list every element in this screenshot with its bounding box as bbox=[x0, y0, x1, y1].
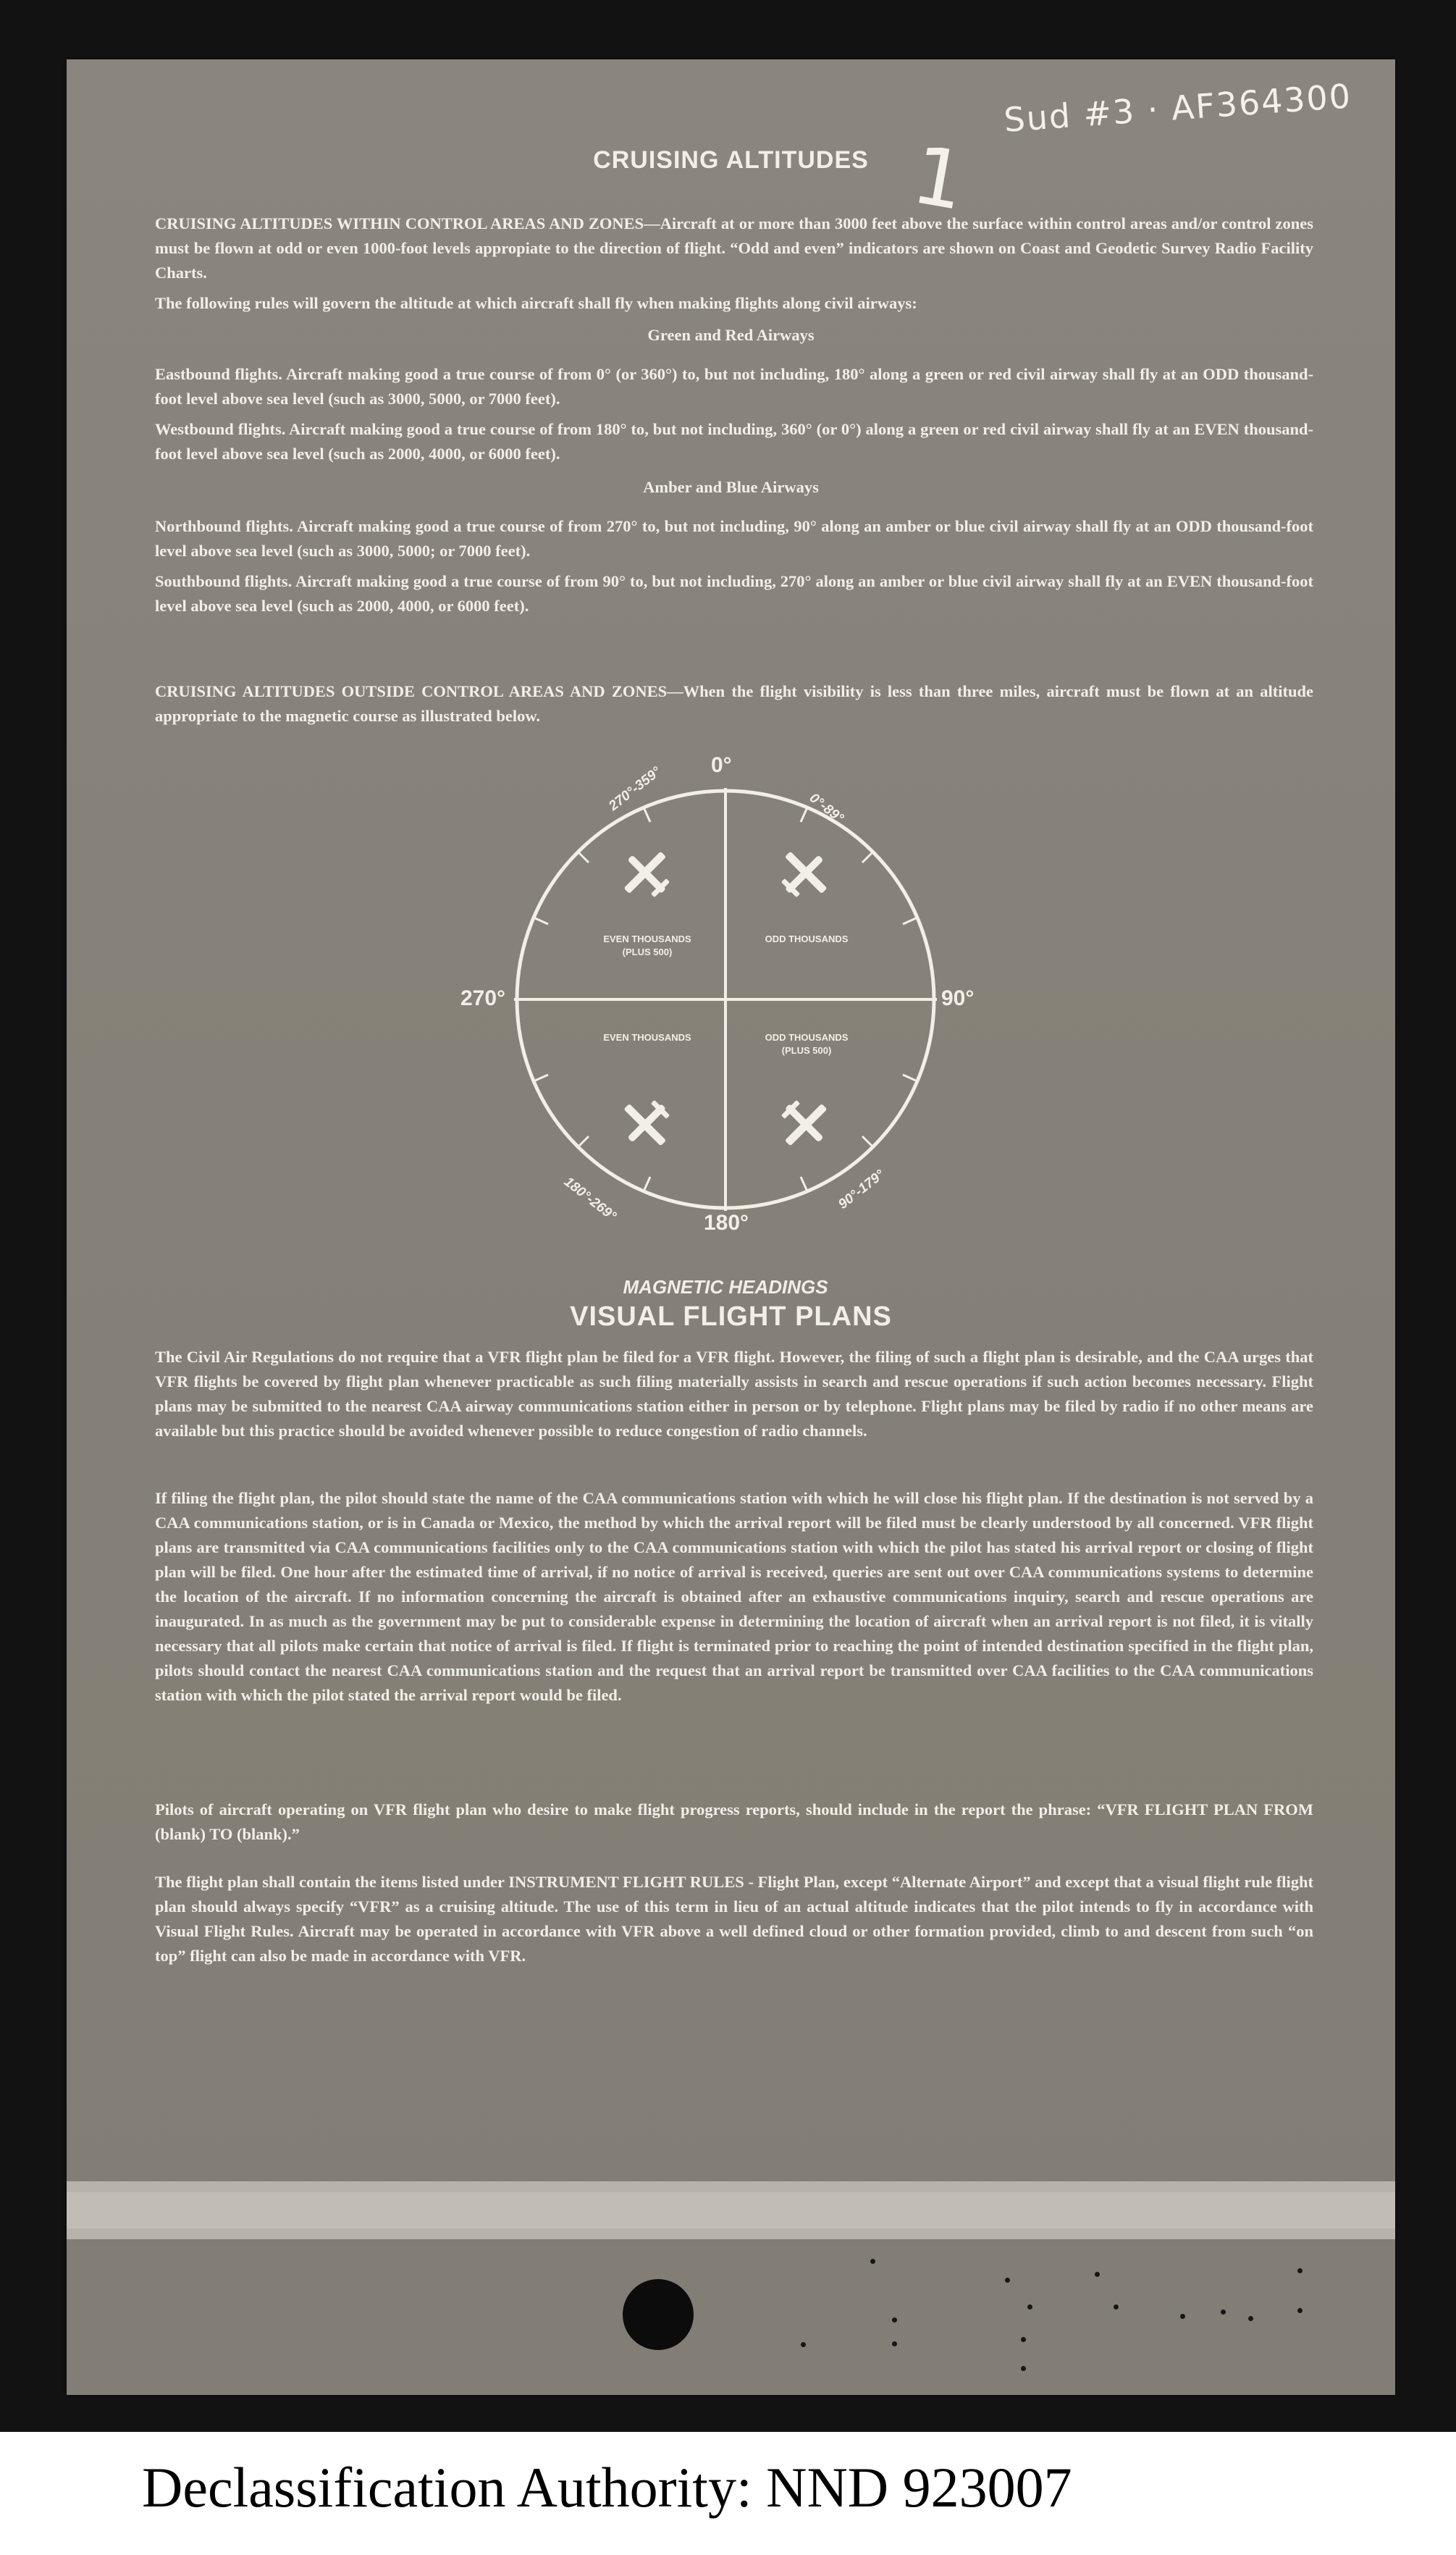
rules-intro: The following rules will govern the altitude at which aircraft shall fly when making flights along civil airways: bbox=[155, 294, 917, 312]
speck bbox=[892, 2317, 897, 2323]
arc-label-sw: 180°-269° bbox=[560, 1174, 619, 1225]
amber-blue-airways-heading: Amber and Blue Airways bbox=[643, 478, 819, 496]
speck bbox=[1095, 2272, 1100, 2277]
speck bbox=[892, 2341, 897, 2346]
handwritten-number: 1 bbox=[906, 127, 972, 229]
speck bbox=[1248, 2316, 1253, 2321]
compass-drawing bbox=[458, 740, 993, 1262]
arc-label-nw: 270°-359° bbox=[606, 764, 665, 814]
southbound-rule: Southbound flights. Aircraft making good a true course of from 90° to, but not including, 270° along an amber or blue civil airway shall fly at an EVEN thousand-foot level above sea level (such as 2000, 4000, or 6000 feet). bbox=[155, 572, 1313, 615]
speck bbox=[1021, 2337, 1026, 2342]
within-control-areas-paragraph: CRUISING ALTITUDES WITHIN CONTROL AREAS AND ZONES—Aircraft at or more than 3000 feet above the surface within control areas and/or control zones must be flown at odd or even 1000-foot levels appropiate to the direction of flight. “Odd and even” indicators are shown on Coast and Geodetic Survey Radio Facility Charts. bbox=[155, 214, 1313, 282]
speck bbox=[1297, 2308, 1303, 2313]
speck bbox=[1221, 2309, 1226, 2315]
vfr-paragraph-2: If filing the flight plan, the pilot should state the name of the CAA communications station with which he will close his flight plan. If the destination is not served by a CAA communications station, or is in Canada or Mexico, the method by which the arrival report will be filed must be clearly understood by all concerned. VFR flight plans are transmitted via CAA communications facilities only to the CAA communications station with which the pilot has stated his arrival report or closing of flight plan will be filed. One hour after the estimated time of arrival, if no notice of arrival is received, queries are sent out over CAA communications systems to determine the location of the aircraft. If no information concerning the aircraft is obtained after an exhaustive communications inquiry, search and rescue operations are inaugurated. In as much as the government may be put to considerable expense in determining the location of aircraft when an arrival report is not filed, it is vitally necessary that all pilots make certain that notice of arrival is filed. If flight is terminated prior to reaching the point of intended destination specified in the flight plan, pilots should contact the nearest CAA communications station and the request that an arrival report be transmitted over CAA facilities to the CAA communications station with which the pilot stated the arrival report would be filed. bbox=[155, 1489, 1313, 1704]
speck bbox=[1027, 2304, 1032, 2309]
heading-270: 270° bbox=[460, 986, 506, 1010]
declassification-footer: Declassification Authority: NND 923007 bbox=[142, 2456, 1072, 2519]
speck bbox=[1021, 2366, 1026, 2371]
speck bbox=[1005, 2278, 1010, 2283]
airplane-ne-icon bbox=[769, 839, 840, 910]
speck bbox=[870, 2259, 875, 2264]
stub-band-highlight bbox=[67, 2192, 1395, 2228]
handwritten-note: Sud #3 · AF364300 bbox=[1002, 76, 1353, 140]
quadrant-sw-label: EVEN THOUSANDS bbox=[603, 1032, 691, 1043]
outside-control-areas-paragraph: CRUISING ALTITUDES OUTSIDE CONTROL AREAS AND ZONES—When the flight visibility is less than three miles, aircraft must be flown at an altitude appropriate to the magnetic course as illustrated below. bbox=[155, 682, 1313, 725]
airplane-nw-icon bbox=[612, 839, 683, 910]
quadrant-se-label bbox=[741, 1031, 872, 1057]
document-card bbox=[67, 59, 1395, 2395]
speck bbox=[1114, 2304, 1119, 2309]
airplane-se-icon bbox=[769, 1088, 840, 1159]
quadrant-ne-label: ODD THOUSANDS bbox=[765, 934, 849, 944]
quadrant-se-line1: ODD THOUSANDS bbox=[765, 1032, 849, 1043]
visual-flight-plans-title: VISUAL FLIGHT PLANS bbox=[570, 1301, 892, 1332]
heading-90: 90° bbox=[941, 986, 975, 1010]
speck bbox=[1297, 2268, 1303, 2273]
arc-label-se: 90°-179° bbox=[836, 1167, 888, 1212]
airplane-sw-icon bbox=[612, 1088, 683, 1159]
vfr-paragraph-4: The flight plan shall contain the items listed under INSTRUMENT FLIGHT RULES - Flight Plan, except “Alternate Airport” and except that a visual flight rule flight plan should always specify “VFR” as a cruising altitude. The use of this term in lieu of an actual altitude indicates that the pilot intends to fly in accordance with Visual Flight Rules. Aircraft may be operated in accordance with VFR above a well defined cloud or other formation provided, climb to and descent from such “on top” flight can also be made in accordance with VFR. bbox=[155, 1873, 1313, 1965]
quadrant-se-line2: (PLUS 500) bbox=[781, 1045, 832, 1056]
speck bbox=[1180, 2314, 1185, 2319]
cruising-altitudes-title: CRUISING ALTITUDES bbox=[593, 146, 869, 174]
quadrant-nw-line2: (PLUS 500) bbox=[622, 947, 673, 957]
magnetic-heading-compass bbox=[458, 740, 993, 1298]
northbound-rule: Northbound flights. Aircraft making good a true course of from 270° to, but not including, 90° along an amber or blue civil airway shall fly at an ODD thousand-foot level above sea level (such as 3000, 5000; or 7000 feet). bbox=[155, 517, 1313, 560]
vfr-paragraph-1: The Civil Air Regulations do not require that a VFR flight plan be filed for a VFR flight. However, the filing of such a flight plan is desirable, and the CAA urges that VFR flights be covered by flight plan whenever practicable as such filing materially assists in search and rescue operations if such action becomes necessary. Flight plans may be submitted to the nearest CAA airway communications station either in person or by telephone. Flight plans may be filed by radio if no other means are available but this practice should be avoided whenever possible to reduce congestion of radio channels. bbox=[155, 1348, 1313, 1440]
speck bbox=[801, 2342, 806, 2347]
heading-0: 0° bbox=[711, 753, 732, 777]
heading-180: 180° bbox=[704, 1211, 749, 1235]
vfr-paragraph-3: Pilots of aircraft operating on VFR flight plan who desire to make flight progress reports, should include in the report the phrase: “VFR FLIGHT PLAN FROM (blank) TO (blank).” bbox=[155, 1800, 1313, 1843]
green-red-airways-heading: Green and Red Airways bbox=[647, 326, 815, 344]
westbound-rule: Westbound flights. Aircraft making good a true course of from 180° to, but not including, 360° (or 0°) along a green or red civil airway shall fly at an EVEN thousand-foot level above sea level (such as 2000, 4000, or 6000 feet). bbox=[155, 420, 1313, 463]
eastbound-rule: Eastbound flights. Aircraft making good a true course of from 0° (or 360°) to, but not including, 180° along a green or red civil airway shall fly at an ODD thousand-foot level above sea level (such as 3000, 5000, or 7000 feet). bbox=[155, 365, 1313, 408]
quadrant-nw-label bbox=[582, 933, 712, 959]
quadrant-nw-line1: EVEN THOUSANDS bbox=[603, 934, 691, 944]
punch-hole bbox=[623, 2279, 694, 2350]
magnetic-headings-caption: MAGNETIC HEADINGS bbox=[623, 1276, 828, 1298]
arc-label-ne: 0°-89° bbox=[806, 790, 846, 826]
